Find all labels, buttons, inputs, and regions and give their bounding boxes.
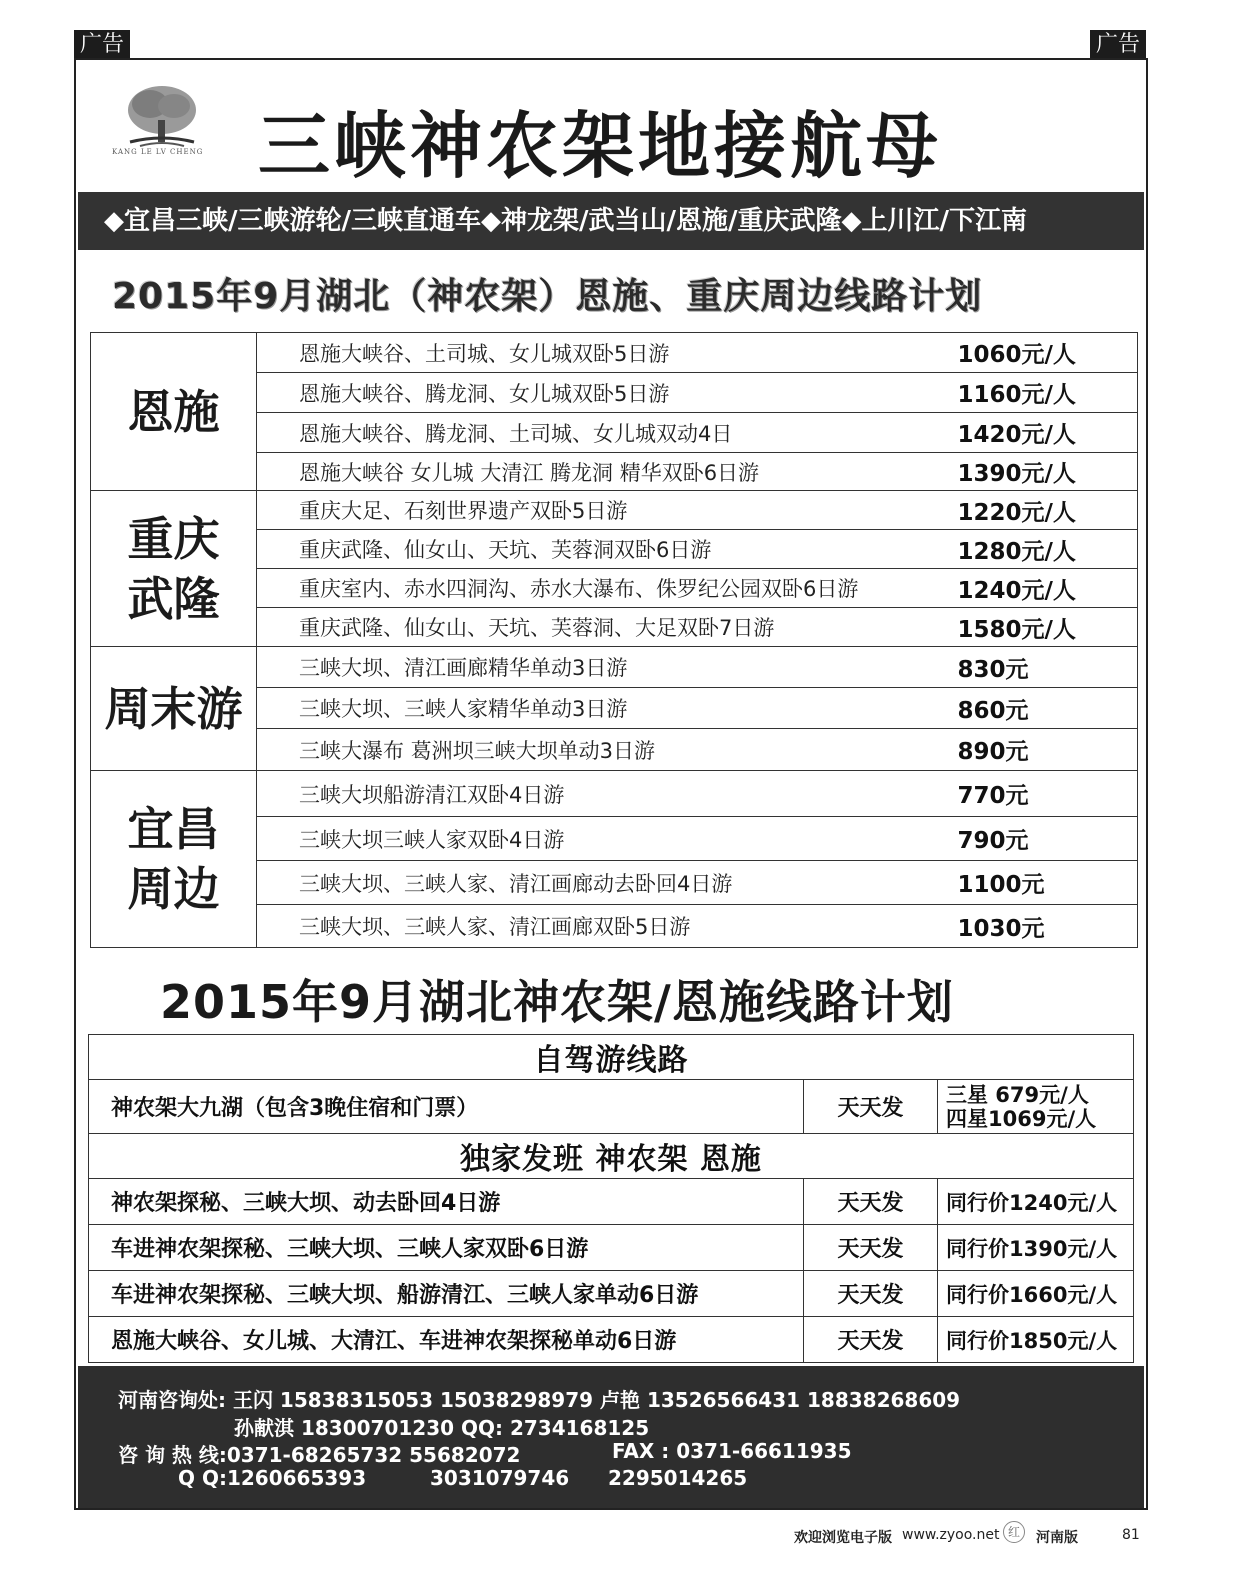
route-name: 三峡大坝、三峡人家、清江画廊动去卧回4日游	[257, 861, 958, 905]
route-name: 恩施大峡谷、女儿城、大清江、车进神农架探秘单动6日游	[89, 1317, 804, 1363]
table-row	[91, 333, 1138, 373]
departure-daily: 天天发	[804, 1317, 938, 1363]
route-price: 860元	[958, 688, 1138, 729]
route-name: 重庆室内、赤水四洞沟、赤水大瀑布、侏罗纪公园双卧6日游	[257, 569, 958, 608]
contact-sun: 孙献淇 18300701230 QQ: 2734168125	[234, 1416, 650, 1440]
route-name: 三峡大坝、清江画廊精华单动3日游	[257, 647, 958, 688]
route-price: 同行价1660元/人	[938, 1271, 1134, 1317]
region-yichang	[91, 771, 257, 948]
route-name: 三峡大坝三峡人家双卧4日游	[257, 817, 958, 861]
route-price: 同行价1850元/人	[938, 1317, 1134, 1363]
route-price: 1390元/人	[958, 453, 1138, 491]
route-name: 恩施大峡谷、腾龙洞、女儿城双卧5日游	[257, 373, 958, 413]
route-name: 车进神农架探秘、三峡大坝、三峡人家双卧6日游	[89, 1225, 804, 1271]
route-price: 1240元/人	[958, 569, 1138, 608]
route-price: 1060元/人	[958, 333, 1138, 373]
ad-tag-right: 广告	[1090, 30, 1146, 60]
region-label: 武隆	[127, 571, 220, 626]
footer-welcome: 欢迎浏览电子版	[794, 1530, 892, 1546]
price-line: 三星 679元/人	[946, 1082, 1089, 1107]
route-price: 同行价1390元/人	[938, 1225, 1134, 1271]
route-name: 重庆大足、石刻世界遗产双卧5日游	[257, 491, 958, 530]
page-title: 三峡神农架地接航母	[258, 104, 943, 188]
route-name: 三峡大坝、三峡人家精华单动3日游	[257, 688, 958, 729]
departure-daily: 天天发	[804, 1179, 938, 1225]
destinations-banner: ◆宜昌三峡/三峡游轮/三峡直通车◆神龙架/武当山/恩施/重庆武隆◆上川江/下江南	[78, 192, 1144, 250]
contact-fax: FAX : 0371-66611935	[612, 1439, 852, 1463]
logo-text: KANG LE LV CHENG	[112, 148, 204, 156]
section2-title: 2015年9月湖北神农架/恩施线路计划	[160, 975, 954, 1029]
route-name: 神农架大九湖（包含3晚住宿和门票）	[89, 1080, 804, 1134]
route-price	[938, 1080, 1134, 1134]
page-number: 81	[1122, 1527, 1140, 1543]
departure-daily: 天天发	[804, 1080, 938, 1134]
route-name: 车进神农架探秘、三峡大坝、船游清江、三峡人家单动6日游	[89, 1271, 804, 1317]
shennongjia-table	[88, 1034, 1134, 1363]
section1-title: 2015年9月湖北（神农架）恩施、重庆周边线路计划	[112, 276, 983, 317]
region-enshi	[91, 333, 257, 491]
departure-daily: 天天发	[804, 1271, 938, 1317]
table-row	[89, 1317, 1134, 1363]
route-price: 1030元	[958, 905, 1138, 948]
region-weekend	[91, 647, 257, 771]
self-drive-header: 自驾游线路	[89, 1035, 1134, 1080]
route-price: 890元	[958, 729, 1138, 771]
route-name: 重庆武隆、仙女山、天坑、芙蓉洞、大足双卧7日游	[257, 608, 958, 647]
table-row	[91, 491, 1138, 530]
routes-table	[90, 332, 1138, 948]
footer-edition: 河南版	[1036, 1530, 1078, 1546]
exclusive-header: 独家发班 神农架 恩施	[89, 1134, 1134, 1179]
table-row	[89, 1225, 1134, 1271]
contact-qq-3: 2295014265	[608, 1466, 748, 1490]
price-line: 四星1069元/人	[946, 1106, 1097, 1131]
route-price: 790元	[958, 817, 1138, 861]
table-row	[89, 1134, 1134, 1179]
region-label: 宜昌	[127, 802, 220, 856]
route-price: 1580元/人	[958, 608, 1138, 647]
contact-qq-1: Q Q:1260665393	[178, 1466, 367, 1490]
hong-mark-icon: 红	[1003, 1521, 1025, 1543]
route-name: 恩施大峡谷、土司城、女儿城双卧5日游	[257, 333, 958, 373]
table-row	[89, 1271, 1134, 1317]
route-name: 恩施大峡谷、腾龙洞、土司城、女儿城双动4日	[257, 413, 958, 453]
route-price: 同行价1240元/人	[938, 1179, 1134, 1225]
route-name: 三峡大坝、三峡人家、清江画廊双卧5日游	[257, 905, 958, 948]
route-price: 1220元/人	[958, 491, 1138, 530]
contact-henan: 河南咨询处: 王闪 15838315053 15038298979 卢艳 13526566431 18838268609	[118, 1388, 961, 1412]
region-label: 周边	[127, 862, 220, 916]
route-name: 三峡大瀑布 葛洲坝三峡大坝单动3日游	[257, 729, 958, 771]
footer-url[interactable]: www.zyoo.net	[902, 1527, 1000, 1543]
table-row	[91, 647, 1138, 688]
route-price: 1280元/人	[958, 530, 1138, 569]
table-row	[89, 1035, 1134, 1080]
route-price: 1420元/人	[958, 413, 1138, 453]
departure-daily: 天天发	[804, 1225, 938, 1271]
ad-tag-left: 广告	[74, 30, 130, 60]
route-price: 1100元	[958, 861, 1138, 905]
route-name: 恩施大峡谷 女儿城 大清江 腾龙洞 精华双卧6日游	[257, 453, 958, 491]
table-row	[89, 1179, 1134, 1225]
region-label: 重庆	[127, 511, 220, 566]
table-row	[89, 1080, 1134, 1134]
region-label: 周末游	[104, 681, 243, 736]
route-price: 770元	[958, 771, 1138, 817]
contact-hotline: 咨 询 热 线:0371-68265732 55682072	[118, 1443, 521, 1467]
route-price: 1160元/人	[958, 373, 1138, 413]
contact-panel	[78, 1366, 1144, 1508]
table-row	[91, 771, 1138, 817]
route-name: 重庆武隆、仙女山、天坑、芙蓉洞双卧6日游	[257, 530, 958, 569]
route-name: 三峡大坝船游清江双卧4日游	[257, 771, 958, 817]
region-chongqing-wulong	[91, 491, 257, 647]
region-label: 恩施	[127, 384, 220, 439]
contact-qq-2: 3031079746	[430, 1466, 570, 1490]
route-price: 830元	[958, 647, 1138, 688]
route-name: 神农架探秘、三峡大坝、动去卧回4日游	[89, 1179, 804, 1225]
